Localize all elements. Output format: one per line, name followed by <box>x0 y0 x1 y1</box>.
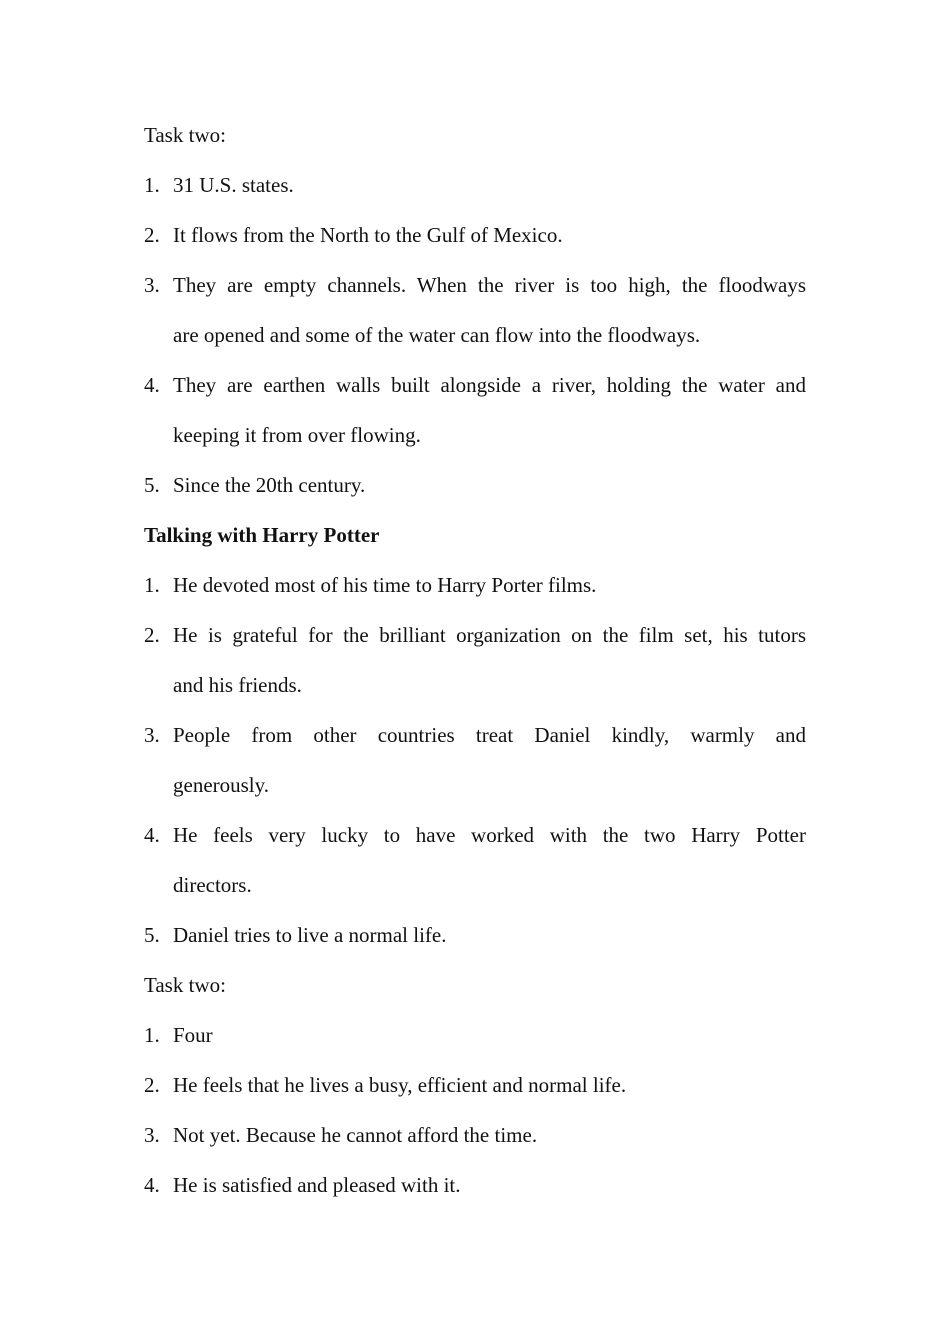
list-item-text <box>173 1110 806 1160</box>
list-item <box>144 210 806 260</box>
list-item <box>144 1010 806 1060</box>
text-line: They are empty channels. When the river is too high, the floodways <box>173 273 806 297</box>
list-item <box>144 710 806 810</box>
list-item-text <box>173 560 806 610</box>
list-item <box>144 1160 806 1210</box>
list-item-number: 2. <box>144 223 160 247</box>
task-heading: Task two: <box>144 123 226 147</box>
list-item <box>144 1060 806 1110</box>
text-line: Daniel tries to live a normal life. <box>173 923 447 947</box>
text-line: He feels that he lives a busy, efficient and normal life. <box>173 1073 627 1097</box>
text-line: It flows from the North to the Gulf of Mexico. <box>173 223 563 247</box>
list-item-number: 2. <box>144 623 160 647</box>
text-line: He devoted most of his time to Harry Porter films. <box>173 573 597 597</box>
list-item <box>144 260 806 360</box>
list-item-number: 1. <box>144 573 160 597</box>
text-line: He feels very lucky to have worked with the two Harry Potter <box>173 823 806 847</box>
text-line: Since the 20th century. <box>173 473 366 497</box>
list-item-number: 4. <box>144 373 160 397</box>
list-item-number: 2. <box>144 1073 160 1097</box>
list-item-text <box>173 460 806 510</box>
list-item <box>144 610 806 710</box>
list-item-number: 3. <box>144 723 160 747</box>
text-line: He is grateful for the brilliant organization on the film set, his tutors <box>173 623 806 647</box>
list-item-text <box>173 360 806 460</box>
list-item-number: 5. <box>144 473 160 497</box>
text-line: and his friends. <box>173 673 302 697</box>
list-item-text <box>173 1060 806 1110</box>
list-item <box>144 560 806 610</box>
task-heading: Task two: <box>144 973 226 997</box>
list-item-text <box>173 710 806 810</box>
text-line: Not yet. Because he cannot afford the time. <box>173 1123 538 1147</box>
document-body <box>144 110 806 1210</box>
list-item-text <box>173 260 806 360</box>
text-line: are opened and some of the water can flow into the floodways. <box>173 323 701 347</box>
text-line: They are earthen walls built alongside a river, holding the water and <box>173 373 806 397</box>
list-item-text <box>173 610 806 710</box>
list-item-number: 3. <box>144 1123 160 1147</box>
text-line: Four <box>173 1023 213 1047</box>
list-item-number: 4. <box>144 1173 160 1197</box>
section-heading: Talking with Harry Potter <box>144 523 380 547</box>
text-line: People from other countries treat Daniel kindly, warmly and <box>173 723 806 747</box>
list-item-text <box>173 910 806 960</box>
list-item <box>144 1110 806 1160</box>
list-item-number: 1. <box>144 1023 160 1047</box>
list-item-number: 3. <box>144 273 160 297</box>
list-item-text <box>173 810 806 910</box>
list-item-number: 5. <box>144 923 160 947</box>
text-line: directors. <box>173 873 252 897</box>
list-item-text <box>173 1160 806 1210</box>
list-item <box>144 460 806 510</box>
list-item-text <box>173 160 806 210</box>
text-line: He is satisfied and pleased with it. <box>173 1173 461 1197</box>
list-item <box>144 810 806 910</box>
list-item <box>144 360 806 460</box>
list-item-number: 1. <box>144 173 160 197</box>
list-item-text <box>173 210 806 260</box>
text-line: keeping it from over flowing. <box>173 423 421 447</box>
text-line: 31 U.S. states. <box>173 173 294 197</box>
list-item-text <box>173 1010 806 1060</box>
text-line: generously. <box>173 773 270 797</box>
list-item <box>144 910 806 960</box>
list-item <box>144 160 806 210</box>
list-item-number: 4. <box>144 823 160 847</box>
